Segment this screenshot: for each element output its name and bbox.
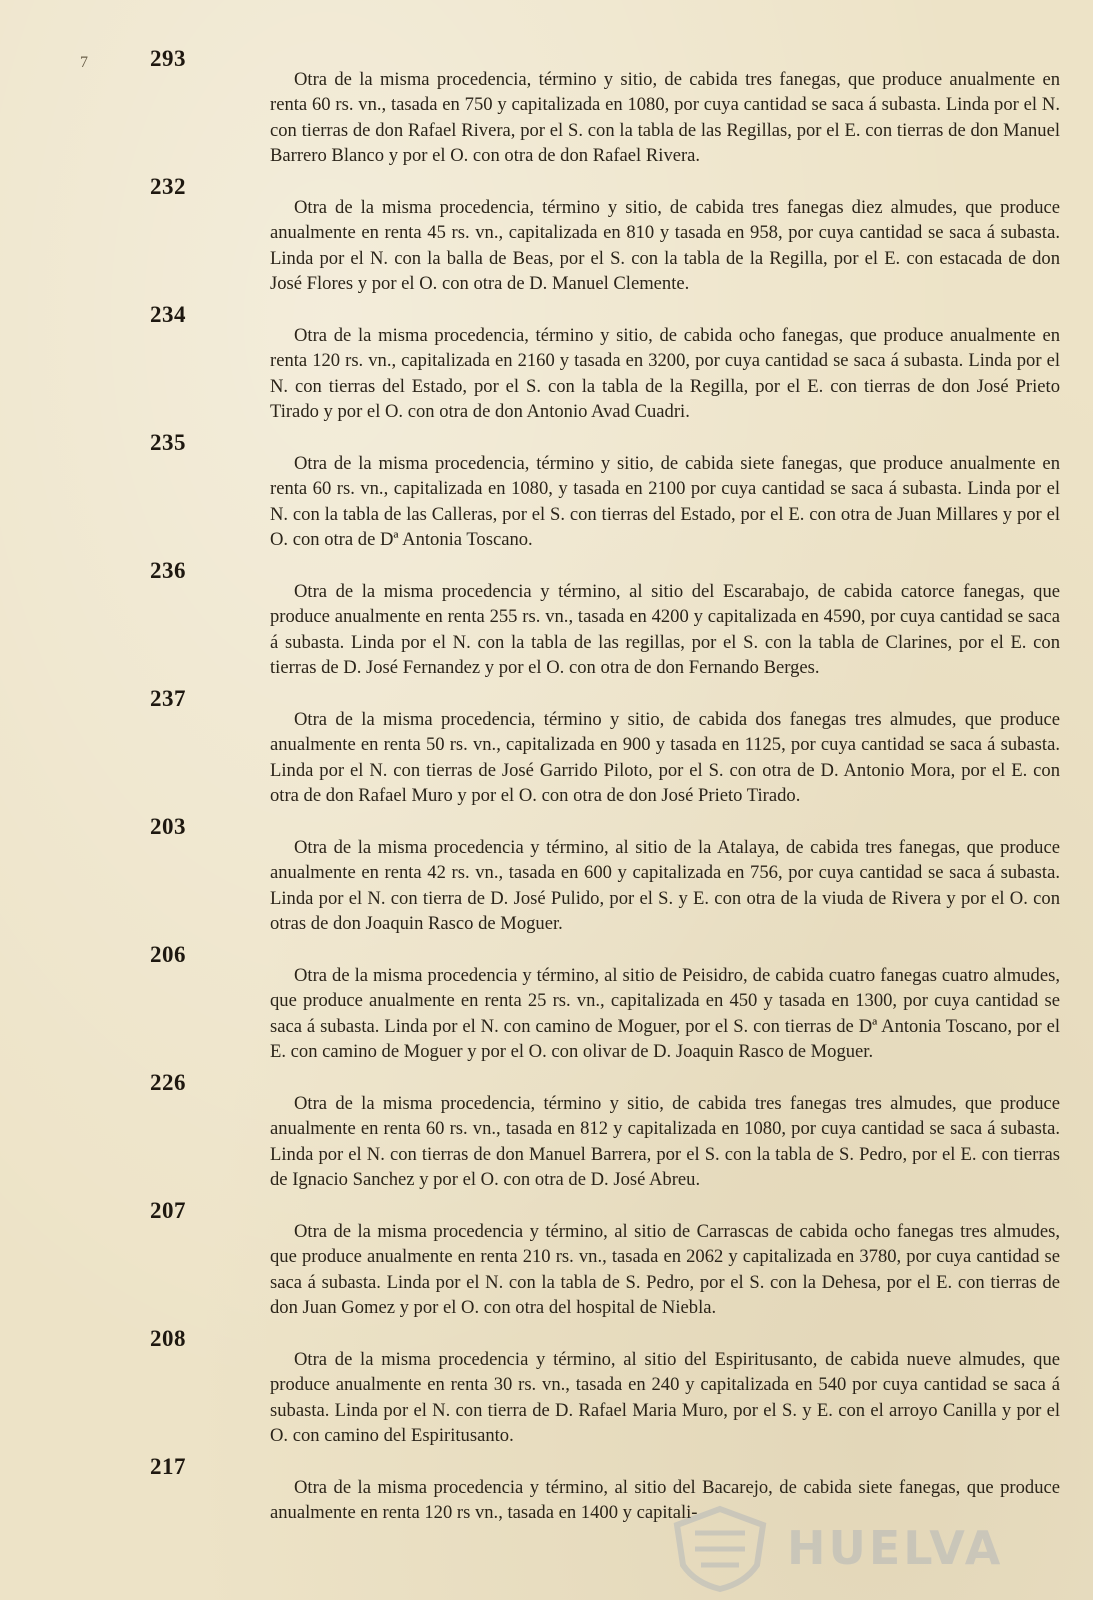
- list-item: [0, 46, 1093, 174]
- list-item: [0, 430, 1093, 558]
- entry-number: 237: [150, 686, 186, 711]
- list-item: [0, 302, 1093, 430]
- entry-text: Otra de la misma procedencia, término y sitio, de cabida siete fanegas, que produce anualmente en renta 60 rs. vn., capitalizada en 1080, y tasada en 2100 por cuya cantidad se saca á subasta. Linda por el N. con la tabla de las Calleras, por el S. con tierras del Estado, por el E. con otra de Juan Millares y por el O. con otra de Dª Antonia Toscano.: [270, 452, 1060, 551]
- crest-icon: [665, 1503, 775, 1593]
- entry-text: Otra de la misma procedencia y término, al sitio de Peisidro, de cabida cuatro fanegas cuatro almudes, que produce anualmente en renta 25 rs. vn., capitalizada en 450 y tasada en 1300, por cuya cantidad se saca á subasta. Linda por el N. con camino de Moguer, por el S. con tierras de Dª Antonia Toscano, por el E. con camino de Moguer y por el O. con olivar de D. Joaquin Rasco de Moguer.: [270, 964, 1060, 1063]
- entry-text: Otra de la misma procedencia, término y sitio, de cabida tres fanegas tres almudes, que produce anualmente en renta 60 rs. vn., tasada en 812 y capitalizada en 1080, por cuya cantidad se saca á subasta. Linda por el N. con tierras de don Manuel Barrera, por el S. con la tabla de S. Pedro, por el E. con tierras de Ignacio Sanchez y por el O. con otra de D. José Abreu.: [270, 1092, 1060, 1191]
- entry-list: [0, 46, 1093, 1556]
- list-item: [0, 814, 1093, 942]
- entry-number: 206: [150, 942, 186, 967]
- entry-number: 208: [150, 1326, 186, 1351]
- list-item: [0, 1198, 1093, 1326]
- list-item: [0, 174, 1093, 302]
- entry-text: Otra de la misma procedencia, término y sitio, de cabida ocho fanegas, que produce anualmente en renta 120 rs. vn., capitalizada en 2160 y tasada en 3200, por cuya cantidad se saca á subasta. Linda por el N. con tierras del Estado, por el S. con la tabla de la Regilla, por el E. con tierras de don José Prieto Tirado y por el O. con otra de don Antonio Avad Cuadri.: [270, 324, 1060, 423]
- entry-number: 203: [150, 814, 186, 839]
- entry-number: 293: [150, 46, 186, 71]
- entry-text: Otra de la misma procedencia y término, al sitio del Bacarejo, de cabida siete fanegas, que produce anualmente en renta 120 rs vn., tasada en 1400 y capitali-: [270, 1476, 1060, 1524]
- entry-text: Otra de la misma procedencia y término, al sitio de la Atalaya, de cabida tres fanegas, que produce anualmente en renta 42 rs. vn., tasada en 600 y capitalizada en 756, por cuya cantidad se saca á subasta. Linda por el N. con tierra de D. José Pulido, por el S. y E. con otra de la viuda de Rivera y por el O. con otras de don Joaquin Rasco de Moguer.: [270, 836, 1060, 935]
- watermark: [665, 1503, 1004, 1593]
- entry-text: Otra de la misma procedencia y término, al sitio del Espiritusanto, de cabida nueve almudes, que produce anualmente en renta 30 rs. vn., tasada en 240 y capitalizada en 540 por cuya cantidad se saca á subasta. Linda por el N. con tierra de D. Rafael Maria Muro, por el S. y E. con el arroyo Canilla y por el O. con camino del Espiritusanto.: [270, 1348, 1060, 1447]
- list-item: [0, 686, 1093, 814]
- list-item: [0, 1070, 1093, 1198]
- list-item: [0, 1326, 1093, 1454]
- list-item: [0, 558, 1093, 686]
- entry-number: 232: [150, 174, 186, 199]
- entry-number: 236: [150, 558, 186, 583]
- entry-text: Otra de la misma procedencia y término, al sitio de Carrascas de cabida ocho fanegas tres almudes, que produce anualmente en renta 210 rs. vn., tasada en 2062 y capitalizada en 3780, por cuya cantidad se saca á subasta. Linda por el N. con la tabla de S. Pedro, por el S. con la Dehesa, por el E. con tierras de don Juan Gomez y por el O. con otra del hospital de Niebla.: [270, 1220, 1060, 1319]
- entry-text: Otra de la misma procedencia, término y sitio, de cabida dos fanegas tres almudes, que produce anualmente en renta 50 rs. vn., capitalizada en 900 y tasada en 1125, por cuya cantidad se saca á subasta. Linda por el N. con tierras de José Garrido Piloto, por el S. con otra de D. Antonio Mora, por el E. con otra de don Rafael Muro y por el O. con otra de don José Prieto Tirado.: [270, 708, 1060, 807]
- entry-number: 235: [150, 430, 186, 455]
- entry-number: 207: [150, 1198, 186, 1223]
- entry-number: 217: [150, 1454, 186, 1479]
- entry-text: Otra de la misma procedencia, término y sitio, de cabida tres fanegas diez almudes, que produce anualmente en renta 45 rs. vn., capitalizada en 810 y tasada en 958, por cuya cantidad se saca á subasta. Linda por el N. con la balla de Beas, por el S. con la tabla de la Regilla, por el E. con estacada de don José Flores y por el O. con otra de D. Manuel Clemente.: [270, 196, 1060, 295]
- list-item: [0, 942, 1093, 1070]
- entry-text: Otra de la misma procedencia y término, al sitio del Escarabajo, de cabida catorce fanegas, que produce anualmente en renta 255 rs. vn., tasada en 4200 y capitalizada en 4590, por cuya cantidad se saca á subasta. Linda por el N. con la tabla de las regillas, por el S. con la tabla de Clarines, por el E. con tierras de D. José Fernandez y por el O. con otra de don Fernando Berges.: [270, 580, 1060, 679]
- entry-number: 234: [150, 302, 186, 327]
- watermark-text: HUELVA: [787, 1521, 1004, 1575]
- margin-mark: 7: [80, 54, 88, 71]
- entry-number: 226: [150, 1070, 186, 1095]
- entry-text: Otra de la misma procedencia, término y sitio, de cabida tres fanegas, que produce anualmente en renta 60 rs. vn., tasada en 750 y capitalizada en 1080, por cuya cantidad se saca á subasta. Linda por el N. con tierras de don Rafael Rivera, por el S. con la tabla de las Regillas, por el E. con tierras de don Manuel Barrero Blanco y por el O. con otra de don Rafael Rivera.: [270, 68, 1060, 167]
